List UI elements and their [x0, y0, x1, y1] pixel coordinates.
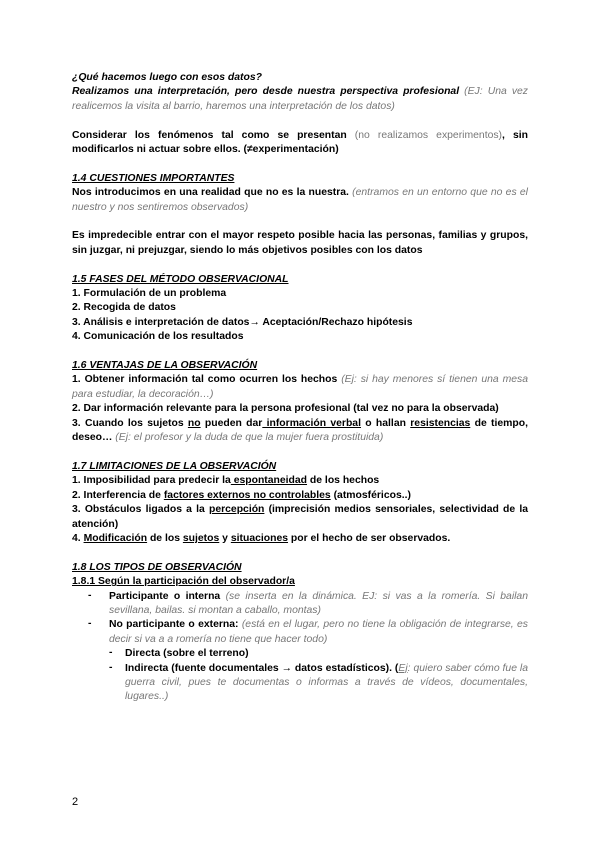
heading-1-4: 1.4 CUESTIONES IMPORTANTES — [72, 172, 235, 184]
intro-consider: Considerar los fenómenos tal como se presentan (no realizamos experimentos), sin modificarlos ni actuar sobre ellos. (≠experimentación) — [72, 129, 528, 156]
dash-marker: - — [88, 589, 92, 601]
intro-question: ¿Qué hacemos luego con esos datos? — [72, 72, 262, 83]
list-item-directa: - Directa (sobre el terreno) — [72, 647, 528, 661]
list-item-participante-interna: - Participante o interna (se inserta en la dinámica. EJ: si vas a la romería. Si bailan sevillana, bailas. si montan a caballo, montas) — [72, 590, 528, 619]
s15-item-4: 4. Comunicación de los resultados — [72, 331, 244, 343]
bullet-marker: - — [109, 661, 113, 673]
s17-item-2: 2. Interferencia de factores externos no controlables (atmosféricos..) — [72, 489, 411, 501]
s17-item-4: 4. Modificación de los sujetos y situaciones por el hecho de ser observados. — [72, 532, 451, 544]
heading-1-5: 1.5 FASES DEL MÉTODO OBSERVACIONAL — [72, 273, 289, 285]
list-item-indirecta: - Indirecta (fuente documentales → datos estadísticos). (Ej: quiero saber cómo fue la guerra civil, pues te documentas o informas a través de vídeos, documentales, lugares..) — [72, 662, 528, 705]
s15-item-2: 2. Recogida de datos — [72, 302, 176, 314]
s17-item-1: 1. Imposibilidad para predecir la espontaneidad de los hechos — [72, 475, 380, 487]
s16-item-3: 3. Cuando los sujetos no pueden dar información verbal o hallan resistencias de tiempo, deseo… (Ej: el profesor y la duda de que la mujer fuera prostituida) — [72, 417, 528, 444]
s17-item-3: 3. Obstáculos ligados a la percepción (imprecisión medios sensoriales, selectividad de la atención) — [72, 504, 528, 530]
s15-item-3: 3. Análisis e interpretación de datos→ Aceptación/Rechazo hipótesis — [72, 316, 413, 328]
document-page — [72, 71, 528, 705]
s15-item-1: 1. Formulación de un problema — [72, 288, 227, 300]
heading-1-6: 1.6 VENTAJAS DE LA OBSERVACIÓN — [72, 360, 258, 372]
intro-answer: Realizamos una interpretación, pero desde nuestra perspectiva profesional (EJ: Una vez realicemos la visita al barrio, haremos una interpretación de los datos) — [72, 86, 528, 112]
list-item-no-participante-externa: - No participante o externa: (está en el lugar, pero no tiene la obligación de integrarse, es decir si va a a romería no tiene que hacer todo) — [72, 618, 528, 647]
subheading-1-8-1: 1.8.1 Según la participación del observador/a — [72, 576, 295, 588]
heading-1-7: 1.7 LIMITACIONES DE LA OBSERVACIÓN — [72, 460, 277, 472]
s16-item-1: 1. Obtener información tal como ocurren los hechos (Ej: si hay menores sí tienen una mesa para estudiar, la decoración…) — [72, 374, 528, 400]
page-number: 2 — [72, 796, 79, 808]
heading-1-8: 1.8 LOS TIPOS DE OBSERVACIÓN — [72, 561, 242, 573]
s14-paragraph-1: Nos introducimos en una realidad que no es la nuestra. (entramos en un entorno que no es el nuestro y nos sentiremos observados) — [72, 187, 528, 213]
s14-paragraph-2: Es impredecible entrar con el mayor respeto posible hacia las personas, familias y grupos, sin juzgar, ni prejuzgar, siendo lo más objetivos posibles con los datos — [72, 230, 528, 256]
s16-item-2: 2. Dar información relevante para la persona profesional (tal vez no para la observada) — [72, 403, 499, 415]
bullet-marker: - — [109, 647, 113, 659]
dash-marker: - — [88, 618, 92, 630]
